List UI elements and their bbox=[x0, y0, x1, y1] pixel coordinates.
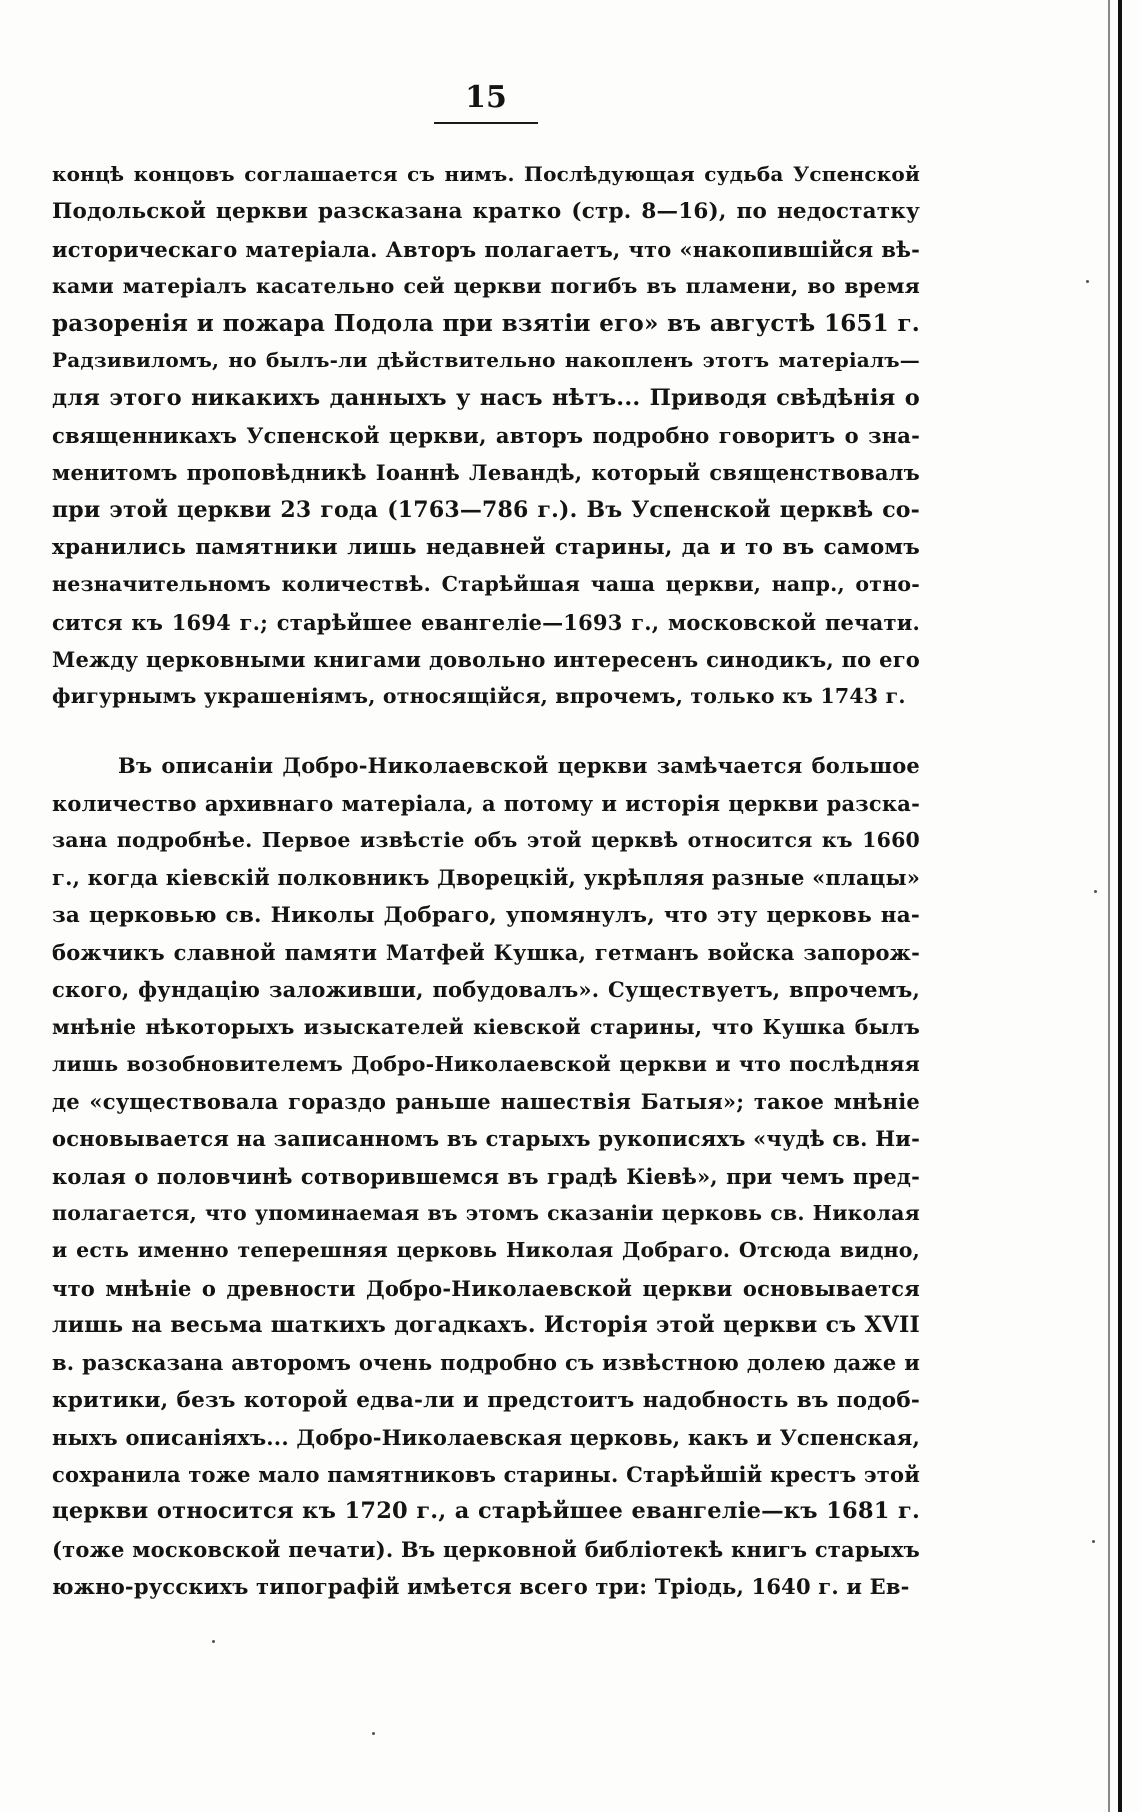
text-line: де «существовала гораздо раньше нашествія Батыя»; такое мнѣніе bbox=[52, 1089, 920, 1115]
binding-shadow-line bbox=[1108, 0, 1110, 1812]
text-line: мнѣніе нѣкоторыхъ изыскателей кіевской старины, что Кушка былъ bbox=[52, 1014, 920, 1039]
text-line: за церковью св. Николы Добраго, упомянулъ, что эту церковь на- bbox=[52, 902, 920, 928]
text-line: Подольской церкви разсказана кратко (стр. 8—16), по недостатку bbox=[52, 199, 920, 225]
text-line: в. разсказана авторомъ очень подробно съ извѣстною долею даже и bbox=[52, 1350, 920, 1376]
scan-speck bbox=[1094, 890, 1097, 893]
text-line: хранились памятники лишь недавней старины, да и то въ самомъ bbox=[52, 534, 920, 560]
text-line: количество архивнаго матеріала, а потому и исторія церкви разска- bbox=[52, 790, 920, 816]
text-line: что мнѣніе о древности Добро-Николаевской церкви основывается bbox=[52, 1275, 920, 1301]
text-line: лишь возобновителемъ Добро-Николаевской церкви и что послѣдняя bbox=[52, 1051, 920, 1076]
paragraph-gap bbox=[52, 715, 920, 747]
text-line: фигурнымъ украшеніямъ, относящійся, впрочемъ, только къ 1743 г. bbox=[52, 684, 906, 709]
scan-speck bbox=[1086, 280, 1089, 283]
text-line: для этого никакихъ данныхъ у насъ нѣтъ... Приводя свѣдѣнія о bbox=[52, 384, 920, 411]
text-line: основывается на записанномъ въ старыхъ рукописяхъ «чудѣ св. Ни- bbox=[52, 1126, 920, 1152]
paragraph-2 bbox=[52, 747, 920, 1605]
text-line: священникахъ Успенской церкви, авторъ подробно говоритъ о зна- bbox=[52, 423, 920, 449]
text-line: лишь на весьма шаткихъ догадкахъ. Исторія этой церкви съ XVII bbox=[52, 1311, 920, 1338]
text-line: Радзивиломъ, но былъ-ли дѣйствительно накопленъ этотъ матеріалъ— bbox=[52, 348, 920, 373]
text-line: историческаго матеріала. Авторъ полагаетъ, что «накопившійся вѣ- bbox=[52, 236, 920, 262]
text-line: церкви относится къ 1720 г., а старѣйшее евангеліе—къ 1681 г. bbox=[52, 1498, 920, 1525]
page-edge-line bbox=[1118, 0, 1122, 1812]
text-line: ныхъ описаніяхъ... Добро-Николаевская церковь, какъ и Успенская, bbox=[52, 1424, 920, 1450]
scan-speck bbox=[1092, 1540, 1095, 1543]
text-line: колая о половчинѣ сотворившемся въ градѣ Кіевѣ», при чемъ пред- bbox=[52, 1163, 920, 1189]
text-line: божчикъ славной памяти Матфей Кушка, гетманъ войска запорож- bbox=[52, 939, 920, 965]
text-line: Въ описаніи Добро-Николаевской церкви замѣчается большое bbox=[118, 753, 920, 779]
text-line: Между церковными книгами довольно интересенъ синодикъ, по его bbox=[52, 646, 920, 672]
text-line: сится къ 1694 г.; старѣйшее евангеліе—1693 г., московской печати. bbox=[52, 609, 920, 635]
text-line: концѣ концовъ соглашается съ нимъ. Послѣдующая судьба Успенской bbox=[52, 162, 920, 186]
text-line: (тоже московской печати). Въ церковной библіотекѣ книгъ старыхъ bbox=[52, 1536, 920, 1562]
text-line: при этой церкви 23 года (1763—786 г.). Въ Успенской церквѣ со- bbox=[52, 496, 920, 523]
text-line: южно-русскихъ типографій имѣется всего три: Тріодь, 1640 г. и Ев- bbox=[52, 1573, 910, 1599]
text-line: г., когда кіевскій полковникъ Дворецкій, укрѣпляя разные «плацы» bbox=[52, 865, 921, 891]
text-line: и есть именно теперешняя церковь Николая Добраго. Отсюда видно, bbox=[52, 1238, 920, 1263]
text-line: зана подробнѣе. Первое извѣстіе объ этой церквѣ относится къ 1660 bbox=[52, 828, 920, 853]
text-line: разоренія и пожара Подола при взятіи его» въ августѣ 1651 г. bbox=[52, 310, 920, 338]
scan-speck bbox=[372, 1732, 375, 1735]
text-line: полагается, что упоминаемая въ этомъ сказаніи церковь св. Николая bbox=[52, 1201, 920, 1226]
paragraph-1 bbox=[52, 156, 920, 715]
scan-speck bbox=[212, 1640, 215, 1643]
text-line: сохранила тоже мало памятниковъ старины. Старѣйшій крестъ этой bbox=[52, 1462, 920, 1488]
body-text bbox=[52, 156, 920, 1605]
text-line: незначительномъ количествѣ. Старѣйшая чаша церкви, напр., отно- bbox=[52, 572, 920, 597]
page-number: 15 bbox=[434, 80, 538, 124]
text-line: критики, безъ которой едва-ли и предстоитъ надобность въ подоб- bbox=[52, 1387, 920, 1413]
text-line: ского, фундацію заложивши, побудовалъ». Существуетъ, впрочемъ, bbox=[52, 977, 920, 1003]
text-line: ками матеріалъ касательно сей церкви погибъ въ пламени, во время bbox=[52, 273, 920, 298]
text-line: менитомъ проповѣдникѣ Іоаннѣ Левандѣ, который священствовалъ bbox=[52, 460, 920, 486]
